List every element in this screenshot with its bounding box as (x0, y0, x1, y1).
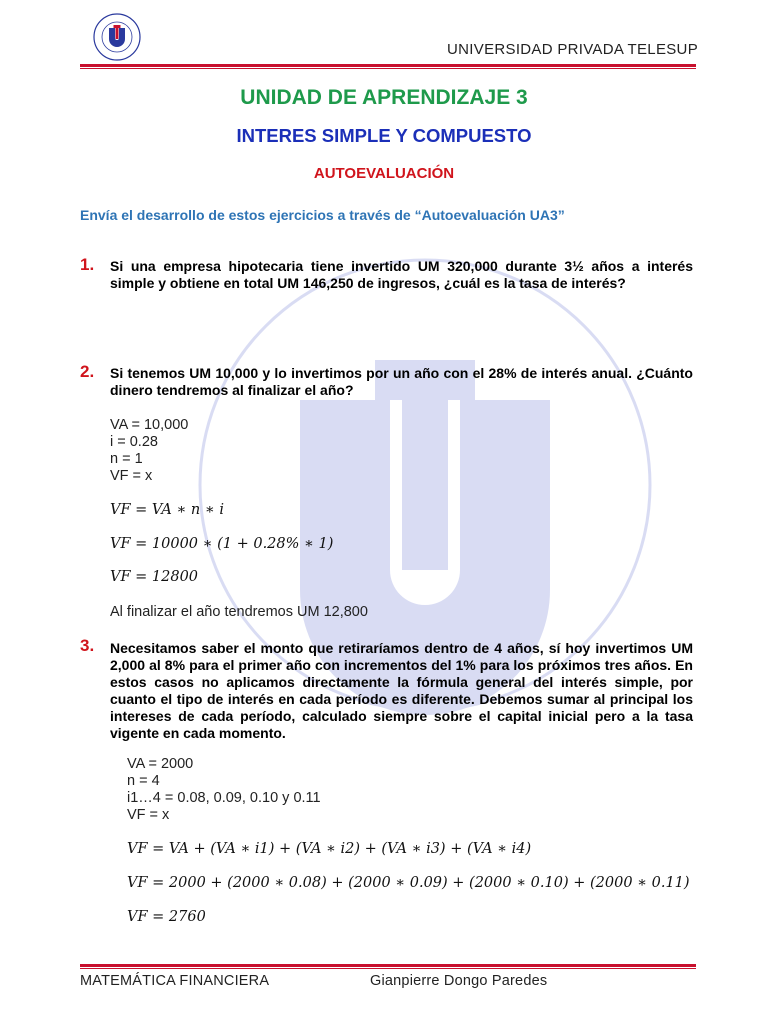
footer-divider-thin (80, 968, 696, 969)
footer-author: Gianpierre Dongo Paredes (370, 973, 548, 989)
q3-given-vf: VF = x (127, 807, 170, 823)
footer-course: MATEMÁTICA FINANCIERA (80, 973, 270, 989)
q3-given-n: n = 4 (127, 773, 160, 789)
q2-given-va: VA = 10,000 (110, 417, 189, 433)
q3-given-rates: i1…4 = 0.08, 0.09, 0.10 y 0.11 (127, 790, 321, 806)
header-university-name: UNIVERSIDAD PRIVADA TELESUP (447, 41, 698, 58)
question-3-number: 3. (80, 636, 95, 655)
header-divider (80, 64, 696, 67)
question-2-text: Si tenemos UM 10,000 y lo invertimos por un año con el 28% de interés anual. ¿Cuánto dinero tendremos al finalizar el año? (110, 365, 693, 398)
q3-given-va: VA = 2000 (127, 756, 194, 772)
section-title: AUTOEVALUACIÓN (313, 165, 455, 182)
q2-formula-general: VF = VA ∗ n ∗ i (110, 502, 224, 518)
q2-formula-substituted: VF = 10000 ∗ (1 + 0.28% ∗ 1) (110, 536, 334, 552)
q2-given-vf: VF = x (110, 468, 153, 484)
unit-title: UNIDAD DE APRENDIZAJE 3 (240, 86, 528, 109)
question-2-number: 2. (80, 362, 95, 381)
q3-formula-result: VF = 2760 (127, 909, 206, 925)
subject-title: INTERES SIMPLE Y COMPUESTO (236, 125, 532, 146)
footer-divider (80, 964, 696, 967)
header-divider-thin (80, 68, 696, 69)
q2-formula-result: VF = 12800 (110, 569, 199, 585)
q2-conclusion: Al finalizar el año tendremos UM 12,800 (110, 604, 368, 620)
university-logo-icon (92, 12, 142, 62)
instruction-text: Envía el desarrollo de estos ejercicios a través de “Autoevaluación UA3” (80, 207, 565, 223)
q2-given-n: n = 1 (110, 451, 143, 467)
q3-formula-general: VF = VA + (VA ∗ i1) + (VA ∗ i2) + (VA ∗ i3) + (VA ∗ i4) (127, 841, 532, 857)
question-1-text: Si una empresa hipotecaria tiene invertido UM 320,000 durante 3½ años a interés simple y obtiene en total UM 146,250 de ingresos, ¿cuál es la tasa de interés? (110, 258, 693, 291)
question-3-text: Necesitamos saber el monto que retiraríamos dentro de 4 años, sí hoy invertimos UM 2,000 al 8% para el primer año con incrementos del 1% para los próximos tres años. En estos casos no aplicamos directamente la fórmula general del interés simple, por cuanto el tipo de interés en cada período es diferente. Debemos sumar al principal los intereses de cada período, calculado siempre sobre el capital inicial pero a la tasa vigente en cada momento. (110, 640, 693, 741)
q2-given-i: i = 0.28 (110, 434, 158, 450)
question-1-number: 1. (80, 255, 95, 274)
q3-formula-substituted: VF = 2000 + (2000 ∗ 0.08) + (2000 ∗ 0.09) + (2000 ∗ 0.10) + (2000 ∗ 0.11) (127, 875, 690, 891)
